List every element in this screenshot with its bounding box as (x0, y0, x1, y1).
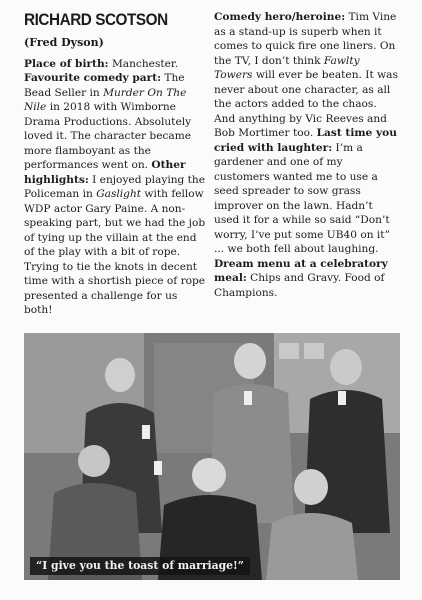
hero-text-2: will ever be beaten. It was never about one character, as all the actors added to the chaos. And anything by Vic Reeves and Bob Mortimer too. (214, 69, 398, 139)
dream-menu-label: Dream menu at a celebratory meal: (214, 257, 388, 284)
cried-label: Last time you cried with laughter: (214, 127, 397, 154)
highlights-text-2: with fellow WDP actor Gary Paine. A non-speaking part, but we had the job of tying up the villain at the end of the play with a bit of rope. Trying to tie the knots in decent time with a shortish piece of rope presented a challenge for us both! (24, 188, 206, 316)
birth-label: Place of birth: (24, 57, 109, 70)
article-body-right (214, 10, 400, 300)
photo-caption: “I give you the toast of marriage!” (30, 557, 250, 575)
birth-value: Manchester. (108, 57, 179, 70)
hero-label: Comedy hero/heroine: (214, 11, 346, 23)
highlights-label: Other highlights: (24, 159, 186, 186)
article-title: RICHARD SCOTSON (24, 10, 168, 29)
highlights-play-title: Gaslight (96, 188, 142, 200)
right-column (214, 10, 400, 300)
article-body-left (24, 57, 208, 318)
cast-photo (24, 333, 400, 580)
favourite-part-play-title: Murder On The Nile (24, 86, 187, 113)
highlights-text-1: I enjoyed playing the Policeman in (24, 173, 206, 200)
hero-show-title: Fawlty Towers (214, 54, 360, 81)
article-subtitle: (Fred Dyson) (24, 36, 104, 49)
favourite-part-text-1: The Bead Seller in (24, 72, 185, 99)
favourite-part-text-2: in 2018 with Wimborne Drama Productions. Absolutely loved it. The character became more flamboyant as the performances went on. (24, 101, 192, 171)
hero-text-1: Tim Vine as a stand-up is superb when it comes to quick fire one liners. On the TV, I don’t think (214, 11, 397, 67)
favourite-part-label: Favourite comedy part: (24, 72, 162, 84)
dream-menu-text: Chips and Gravy. Food of Champions. (214, 272, 385, 299)
cast-photo-illustration (24, 333, 400, 580)
left-column (24, 10, 208, 318)
cried-text: I’m a gardener and one of my customers wanted me to use a seed spreader to sow grass improver on the lawn. Hadn’t used it for a while so said “Don’t worry, I’ve put some UB40 on it” ... we both fell about laughing. (214, 141, 390, 255)
